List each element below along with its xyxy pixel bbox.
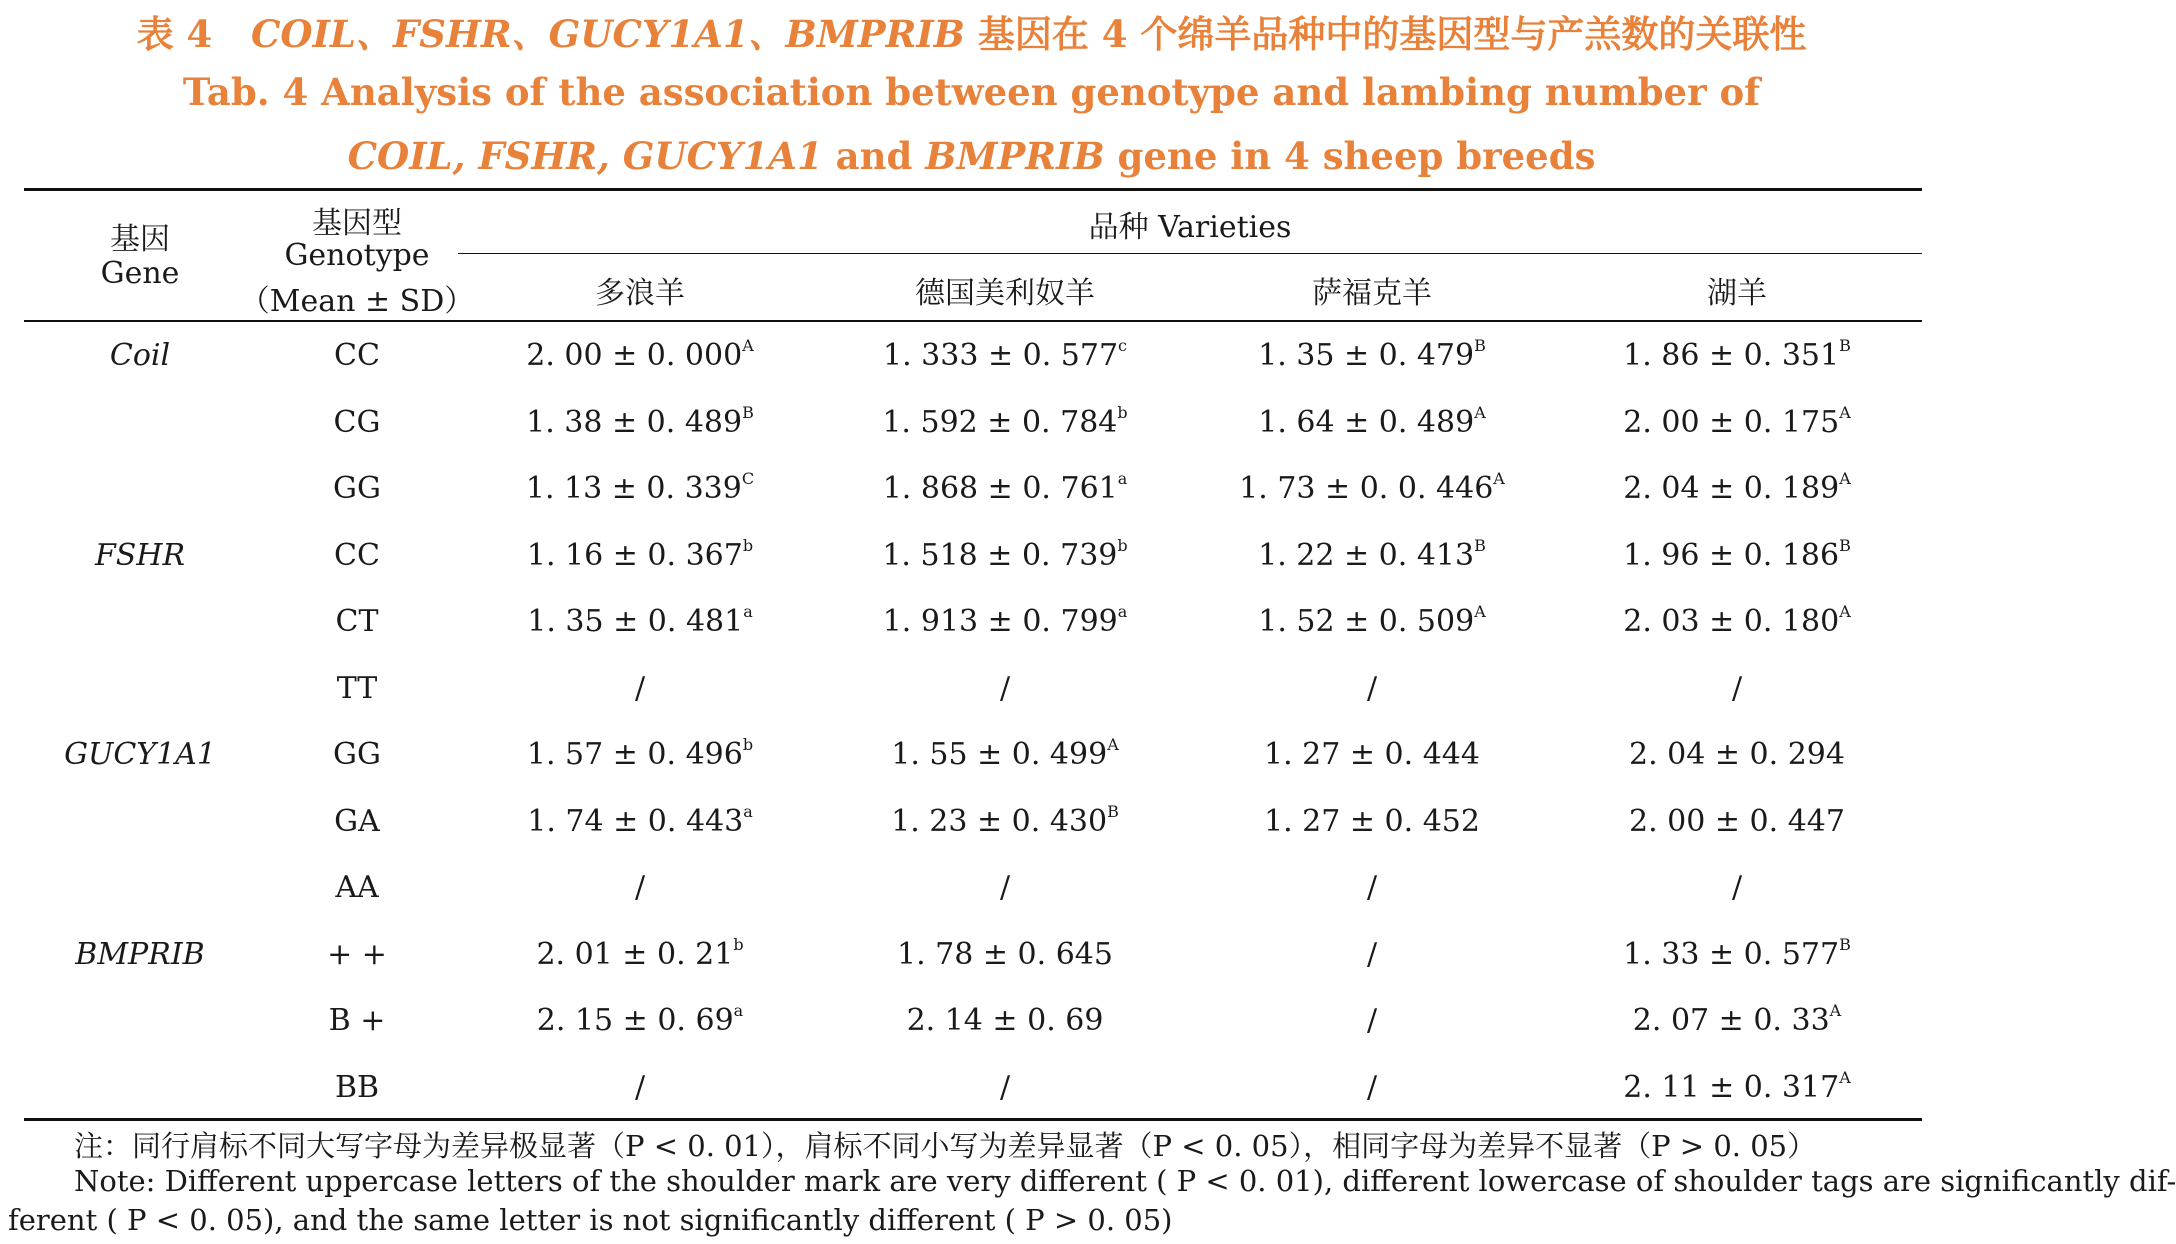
- caption-en-gene4: BMPRIB: [925, 134, 1105, 178]
- note-en-line1: Note: Different uppercase letters of the shoulder mark are very different ( P < 0. 01), different lowercase of shoulder tags are significantly dif-: [74, 1164, 2176, 1198]
- cell-value: 2. 04 ± 0. 189: [1623, 471, 1840, 506]
- table-cell: [527, 604, 753, 639]
- table-cell: [526, 338, 754, 373]
- varieties-rule: [458, 253, 1922, 254]
- cell-superscript: b: [1117, 403, 1128, 422]
- row-gene: FSHR: [94, 538, 186, 573]
- cell-value: /: [999, 1070, 1011, 1105]
- caption-cn-genes: COIL、FSHR、GUCY1A1、BMPRIB: [250, 12, 965, 56]
- table-caption-en-line2: [0, 134, 1943, 178]
- cell-value: 2. 01 ± 0. 21: [536, 937, 734, 972]
- caption-cn-prefix: 表 4: [136, 12, 213, 56]
- table-cell: [1000, 671, 1010, 706]
- table-cell: [1239, 471, 1505, 506]
- table-cell: [897, 937, 1113, 972]
- cell-value: 1. 35 ± 0. 481: [527, 604, 744, 639]
- table-cell: [1623, 937, 1851, 972]
- cell-value: /: [1366, 671, 1378, 706]
- cell-value: 1. 27 ± 0. 452: [1264, 804, 1480, 839]
- cell-superscript: b: [733, 935, 744, 954]
- cell-superscript: a: [1117, 469, 1128, 488]
- cell-value: 2. 03 ± 0. 180: [1623, 604, 1840, 639]
- row-genotype: B +: [328, 1003, 386, 1038]
- table-cell: [1623, 604, 1851, 639]
- table-cell: [1000, 1070, 1010, 1105]
- bottom-rule: [24, 1118, 1922, 1121]
- table-cell: [883, 604, 1128, 639]
- caption-en-and: and: [822, 134, 926, 178]
- row-genotype: BB: [334, 1070, 380, 1105]
- row-genotype: TT: [336, 671, 378, 706]
- cell-value: /: [1731, 870, 1743, 905]
- cell-superscript: A: [1839, 403, 1851, 422]
- note-en-line2: ferent ( P < 0. 05), and the same letter is not significantly different ( P > 0. 05): [8, 1203, 1173, 1237]
- cell-value: 2. 04 ± 0. 294: [1629, 737, 1845, 772]
- table-cell: [1623, 338, 1851, 373]
- cell-value: 1. 23 ± 0. 430: [891, 804, 1108, 839]
- row-genotype: CT: [335, 604, 379, 639]
- table-cell: [1629, 737, 1845, 772]
- table-cell: [907, 1003, 1104, 1038]
- row-genotype: CG: [333, 405, 381, 440]
- row-genotype: CC: [334, 538, 380, 573]
- table-cell: [1367, 937, 1377, 972]
- cell-value: 2. 11 ± 0. 317: [1623, 1070, 1840, 1105]
- header-genotype-cn: 基因型: [312, 206, 402, 241]
- cell-value: 1. 57 ± 0. 496: [526, 737, 743, 772]
- top-rule: [24, 188, 1922, 191]
- table-cell: [526, 405, 754, 440]
- table-cell: [1633, 1003, 1841, 1038]
- table-cell: [1367, 1003, 1377, 1038]
- table-cell: [1623, 1070, 1851, 1105]
- cell-value: 1. 52 ± 0. 509: [1258, 604, 1475, 639]
- cell-superscript: a: [733, 1001, 744, 1020]
- cell-value: 1. 78 ± 0. 645: [897, 937, 1113, 972]
- cell-superscript: B: [1839, 336, 1851, 355]
- header-genotype-en: Genotype: [284, 238, 430, 273]
- table-cell: [1258, 338, 1486, 373]
- cell-value: 1. 55 ± 0. 499: [891, 737, 1108, 772]
- cell-value: /: [1731, 671, 1743, 706]
- cell-value: /: [999, 671, 1011, 706]
- table-cell: [635, 671, 645, 706]
- table-cell: [891, 804, 1119, 839]
- table-cell: [1732, 870, 1742, 905]
- cell-value: /: [1366, 937, 1378, 972]
- cell-superscript: B: [1107, 802, 1119, 821]
- cell-value: /: [634, 1070, 646, 1105]
- table-cell: [1000, 870, 1010, 905]
- table-cell: [527, 737, 753, 772]
- cell-value: 1. 35 ± 0. 479: [1258, 338, 1475, 373]
- cell-superscript: b: [742, 735, 754, 754]
- header-varieties: 品种 Varieties: [1088, 210, 1292, 245]
- cell-value: /: [1366, 1070, 1378, 1105]
- table-cell: [635, 1070, 645, 1105]
- table-cell: [527, 804, 753, 839]
- cell-value: 1. 592 ± 0. 784: [882, 405, 1118, 440]
- cell-superscript: b: [1117, 536, 1128, 555]
- cell-value: 2. 00 ± 0. 000: [526, 338, 743, 373]
- cell-superscript: A: [742, 336, 754, 355]
- cell-superscript: A: [1839, 602, 1851, 621]
- cell-superscript: B: [1474, 336, 1486, 355]
- table-cell: [1258, 538, 1486, 573]
- cell-superscript: a: [1117, 602, 1128, 621]
- table-cell: [536, 937, 743, 972]
- table-cell: [1623, 538, 1851, 573]
- table-cell: [882, 538, 1127, 573]
- cell-superscript: A: [1474, 602, 1486, 621]
- cell-superscript: A: [1107, 735, 1119, 754]
- table-cell: [1367, 1070, 1377, 1105]
- cell-value: 2. 00 ± 0. 447: [1629, 804, 1845, 839]
- cell-value: 1. 518 ± 0. 739: [882, 538, 1118, 573]
- table-cell: [1629, 804, 1845, 839]
- cell-superscript: A: [1839, 1068, 1851, 1087]
- table-cell: [1367, 671, 1377, 706]
- cell-value: 1. 86 ± 0. 351: [1623, 338, 1840, 373]
- row-gene: BMPRIB: [75, 937, 205, 972]
- cell-value: 1. 22 ± 0. 413: [1258, 538, 1475, 573]
- cell-value: 1. 73 ± 0. 0. 446: [1239, 471, 1494, 506]
- cell-value: 1. 27 ± 0. 444: [1264, 737, 1480, 772]
- cell-superscript: A: [1474, 403, 1486, 422]
- row-genotype: GA: [334, 804, 380, 839]
- row-genotype: CC: [334, 338, 380, 373]
- row-genotype: GG: [333, 471, 381, 506]
- cell-value: /: [1366, 1003, 1378, 1038]
- cell-superscript: c: [1118, 336, 1128, 355]
- cell-value: 1. 74 ± 0. 443: [527, 804, 744, 839]
- cell-value: /: [634, 671, 646, 706]
- table-cell: [1623, 405, 1851, 440]
- cell-superscript: A: [1829, 1001, 1842, 1020]
- table-cell: [1258, 405, 1486, 440]
- header-breed-hu: 湖羊: [1707, 276, 1767, 311]
- header-gene-en: Gene: [100, 256, 180, 291]
- row-gene: Coil: [109, 338, 171, 373]
- table-cell: [1623, 471, 1851, 506]
- cell-value: 1. 38 ± 0. 489: [526, 405, 743, 440]
- table-cell: [1264, 737, 1480, 772]
- table-cell: [526, 471, 754, 506]
- header-gene-cn: 基因: [110, 222, 170, 257]
- cell-value: 1. 33 ± 0. 577: [1623, 937, 1840, 972]
- table-cell: [1264, 804, 1480, 839]
- header-breed-merino: 德国美利奴羊: [915, 276, 1095, 311]
- cell-value: 2. 00 ± 0. 175: [1623, 405, 1840, 440]
- cell-value: 2. 07 ± 0. 33: [1632, 1003, 1830, 1038]
- cell-superscript: A: [1493, 469, 1505, 488]
- table-cell: [635, 870, 645, 905]
- cell-superscript: B: [742, 403, 754, 422]
- cell-value: 2. 14 ± 0. 69: [906, 1003, 1104, 1038]
- cell-superscript: A: [1839, 469, 1851, 488]
- table-cell: [527, 538, 753, 573]
- cell-value: 1. 16 ± 0. 367: [526, 538, 743, 573]
- table-caption-cn: [0, 4, 1943, 58]
- cell-value: 1. 13 ± 0. 339: [525, 471, 742, 506]
- table-cell: [883, 338, 1127, 373]
- cell-superscript: a: [743, 802, 753, 821]
- table-cell: [882, 405, 1127, 440]
- cell-value: /: [999, 870, 1011, 905]
- cell-value: 1. 913 ± 0. 799: [882, 604, 1118, 639]
- row-genotype: + +: [327, 937, 387, 972]
- header-genotype-stat: （Mean ± SD）: [239, 284, 475, 319]
- table-cell: [1258, 604, 1486, 639]
- cell-superscript: B: [1839, 536, 1851, 555]
- table-caption-en-line1: Tab. 4 Analysis of the association between genotype and lambing number of: [182, 70, 1761, 114]
- header-bottom-rule: [24, 320, 1922, 322]
- row-gene: GUCY1A1: [64, 737, 216, 772]
- cell-superscript: B: [1474, 536, 1486, 555]
- caption-cn-rest: 基因在 4 个绵羊品种中的基因型与产羔数的关联性: [964, 12, 1807, 56]
- table-cell: [537, 1003, 743, 1038]
- cell-value: 1. 96 ± 0. 186: [1623, 538, 1840, 573]
- cell-superscript: C: [741, 469, 755, 488]
- cell-superscript: a: [743, 602, 753, 621]
- cell-value: 2. 15 ± 0. 69: [536, 1003, 734, 1038]
- cell-value: 1. 868 ± 0. 761: [882, 471, 1118, 506]
- row-genotype: AA: [335, 870, 379, 905]
- note-cn: 注：同行肩标不同大写字母为差异极显著（P < 0. 01），肩标不同小写为差异显著（P < 0. 05），相同字母为差异不显著（P > 0. 05）: [74, 1129, 1817, 1163]
- cell-value: 1. 64 ± 0. 489: [1258, 405, 1475, 440]
- header-breed-suffolk: 萨福克羊: [1312, 276, 1432, 311]
- cell-superscript: b: [742, 536, 754, 555]
- cell-value: /: [634, 870, 646, 905]
- table-cell: [1367, 870, 1377, 905]
- caption-en-genes: COIL, FSHR, GUCY1A1: [347, 134, 823, 178]
- header-breed-duolang: 多浪羊: [595, 276, 685, 311]
- cell-superscript: B: [1839, 935, 1851, 954]
- table-cell: [1732, 671, 1742, 706]
- cell-value: /: [1366, 870, 1378, 905]
- table-cell: [891, 737, 1119, 772]
- table-cell: [883, 471, 1128, 506]
- caption-en-rest: gene in 4 sheep breeds: [1104, 134, 1596, 178]
- row-genotype: GG: [333, 737, 381, 772]
- cell-value: 1. 333 ± 0. 577: [882, 338, 1119, 373]
